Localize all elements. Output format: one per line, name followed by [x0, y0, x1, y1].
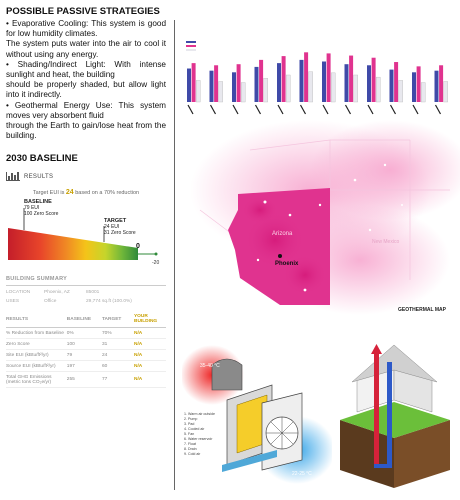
legend-item: 6. Water reservoir	[184, 437, 213, 441]
your-building-value: N/A	[134, 339, 166, 350]
cold-pipe	[387, 362, 392, 467]
legend-item: 5. Fan	[184, 432, 195, 436]
zero-score-gauge	[6, 198, 166, 268]
strategy-text: • Shading/Indirect Light: With intense sunlight and heat, the building	[6, 59, 166, 80]
your-building-value: N/A	[134, 372, 166, 388]
negative-end-dot	[155, 253, 158, 256]
target-value: 24	[102, 350, 134, 361]
chart-bar	[210, 71, 214, 102]
summary-value: Phoenix, AZ	[44, 290, 70, 296]
chart-bar	[322, 62, 326, 103]
baseline-heading: 2030 BASELINE	[6, 153, 78, 165]
chart-bar	[421, 83, 425, 102]
table-row	[6, 372, 166, 388]
column-divider	[174, 20, 175, 490]
target-value: 77	[102, 372, 134, 388]
chart-bar	[264, 78, 268, 102]
state-label: Arizona	[272, 231, 293, 237]
chart-bar	[309, 72, 313, 102]
phoenix-marker	[278, 254, 282, 258]
chart-bar	[259, 60, 263, 102]
chart-bar	[331, 73, 335, 102]
chart-bar	[372, 58, 376, 102]
summary-row	[6, 299, 166, 304]
your-building-value: N/A	[134, 361, 166, 372]
chart-bar	[232, 72, 236, 102]
monthly-bar-chart	[182, 40, 452, 120]
summary-extra: 29,774 sq.ft (100.0%)	[86, 299, 132, 305]
evaporative-cooler-diagram	[182, 345, 332, 490]
gauge-baseline-score: 100 Zero Score	[24, 210, 59, 217]
chart-bar	[214, 65, 218, 102]
chart-bar	[345, 64, 349, 102]
divider	[6, 285, 166, 286]
chart-bar	[399, 80, 403, 102]
chart-bar	[412, 72, 416, 102]
results-label: RESULTS	[24, 173, 54, 180]
chart-bar	[300, 60, 304, 102]
legend-swatch	[186, 49, 196, 51]
left-column	[6, 6, 166, 388]
chart-bar	[286, 75, 290, 102]
legend-swatch	[186, 41, 196, 43]
gauge-graphic	[6, 198, 166, 268]
row-label: Source EUI (kBtu/ft²/yr)	[6, 361, 67, 372]
gauge-baseline-title: BASELINE	[24, 199, 52, 206]
geothermal-map	[180, 110, 460, 325]
chart-bar	[196, 80, 200, 102]
hot-pipe	[374, 352, 379, 467]
chart-bar	[367, 65, 371, 102]
legend-item: 9. Cold air	[184, 452, 201, 456]
row-label: Zero Score	[6, 339, 67, 350]
gauge-target-score: 31 Zero Score	[104, 229, 136, 236]
your-building-value: N/A	[134, 328, 166, 339]
baseline-value: 197	[67, 361, 102, 372]
table-row	[6, 361, 166, 372]
strategy-text: • Geothermal Energy Use: This system moves very absorbent fluid	[6, 100, 166, 120]
legend-item: 2. Pump	[184, 417, 198, 421]
legend-item: 3. Pad	[184, 422, 195, 426]
table-row	[6, 339, 166, 350]
legend-swatch	[186, 45, 196, 47]
legend-item: 7. Float	[184, 442, 196, 446]
chart-bar	[354, 75, 358, 102]
chart-bar	[435, 71, 439, 102]
summary-label: USES	[6, 299, 20, 305]
summary-extra: 85001	[86, 290, 100, 296]
chart-bar	[277, 63, 281, 102]
diagram-legend	[184, 412, 215, 456]
strategy-text: • Evaporative Cooling: This system is good for low humidity climates.	[6, 19, 166, 39]
zero-label: 0	[136, 243, 140, 251]
table-row	[6, 328, 166, 339]
col-header: BASELINE	[67, 314, 102, 328]
summary-heading: BUILDING SUMMARY	[6, 276, 68, 283]
target-line	[6, 189, 166, 196]
chart-bar	[439, 65, 443, 102]
chart-bar	[241, 83, 245, 102]
gauge-wedge	[8, 228, 138, 260]
hotspot	[242, 196, 278, 224]
col-header: TARGET	[102, 314, 134, 328]
strategies-heading: POSSIBLE PASSIVE STRATEGIES	[6, 6, 160, 17]
map-caption: GEOTHERMAL MAP	[398, 307, 446, 313]
chart-bar	[187, 69, 191, 102]
neighbor-label: New Mexico	[372, 239, 400, 245]
bar-chart-icon	[6, 172, 20, 181]
results-header	[6, 172, 166, 181]
chart-bar	[304, 52, 308, 102]
tick-label: 50	[50, 262, 56, 269]
baseline-value: 255	[67, 372, 102, 388]
target-suffix: based on a 70% reduction	[75, 190, 140, 197]
temp-label: 22-25 °C	[292, 471, 312, 477]
pipe-loop	[374, 464, 392, 468]
table-row	[6, 350, 166, 361]
chart-bar	[192, 63, 196, 102]
summary-row	[6, 290, 166, 295]
strategy-text: should be properly shaded, but allow light into it indirectly.	[6, 80, 166, 100]
your-building-value: N/A	[134, 350, 166, 361]
row-label: Site EUI (kBtu/ft²/yr)	[6, 350, 67, 361]
chart-bar	[394, 62, 398, 102]
baseline-value: 0%	[67, 328, 102, 339]
row-label: % Reduction from Baseline	[6, 328, 67, 339]
gauge-target-eui: 24 EUI	[104, 224, 120, 231]
chart-bar	[255, 67, 259, 102]
results-header-row	[6, 314, 166, 328]
legend-item: 8. Drain	[184, 447, 197, 451]
baseline-value: 79	[67, 350, 102, 361]
chart-bar	[219, 81, 223, 102]
target-prefix: Target EUI is	[32, 190, 65, 197]
strategy-text: through the Earth to gain/lose heat from the building.	[6, 121, 166, 141]
chart-bar	[417, 66, 421, 102]
city-label: Phoenix	[275, 261, 299, 267]
col-header: YOUR BUILDING	[134, 314, 166, 328]
chart-bar	[237, 64, 241, 102]
target-value: 31	[102, 339, 134, 350]
summary-value: Office	[44, 299, 57, 305]
temp-label: 35-40 °C	[200, 363, 220, 369]
chart-bar	[349, 56, 353, 102]
tick-label: 100	[20, 262, 29, 269]
geothermal-house-diagram	[332, 340, 457, 495]
legend-item: 4. Cooled air	[184, 427, 205, 431]
target-value: 70%	[102, 328, 134, 339]
gauge-target-title: TARGET	[104, 218, 127, 225]
chart-bar	[327, 53, 331, 102]
strategy-text: The system puts water into the air to cool it without using any energy.	[6, 39, 166, 59]
baseline-value: 100	[67, 339, 102, 350]
chart-bar	[390, 70, 394, 102]
summary-label: LOCATION	[6, 290, 31, 296]
gauge-baseline-eui: 79 EUI	[24, 205, 40, 212]
target-value: 60	[102, 361, 134, 372]
legend-item: 1. Warm air outside	[184, 412, 216, 416]
chart-bar	[376, 77, 380, 102]
chart-bar	[444, 81, 448, 102]
row-label: Total GHG Emissions (metric tons CO₂e/yr)	[6, 372, 67, 388]
target-value: 24	[65, 189, 74, 197]
col-header: RESULTS	[6, 314, 67, 328]
up-arrow-icon	[371, 344, 382, 354]
results-table	[6, 314, 166, 388]
chart-bar	[282, 56, 286, 102]
tick-label: -20	[152, 260, 160, 267]
